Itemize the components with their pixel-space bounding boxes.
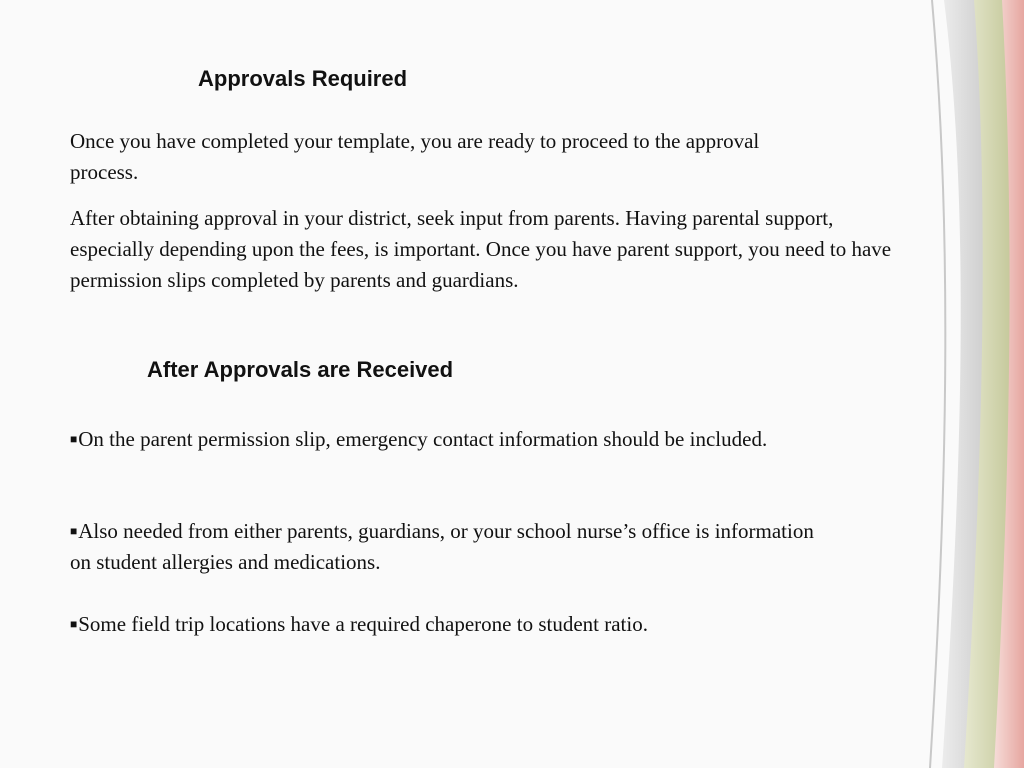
heading-approvals-required: Approvals Required — [198, 66, 408, 91]
square-bullet-icon: ■ — [70, 432, 78, 446]
paragraph-template-complete: Once you have completed your template, you are ready to proceed to the approval process. — [70, 129, 760, 184]
bullet-text: Also needed from either parents, guardians, or your school nurse’s office is information on student allergies and medications. — [70, 519, 814, 574]
bullet-text: On the parent permission slip, emergency contact information should be included. — [78, 427, 768, 451]
square-bullet-icon: ■ — [70, 524, 78, 538]
bullet-item — [70, 516, 840, 578]
square-bullet-icon: ■ — [70, 617, 78, 631]
heading-after-approvals: After Approvals are Received — [147, 357, 454, 382]
bullet-text: Some field trip locations have a required chaperone to student ratio. — [78, 612, 648, 636]
decorative-side-swoosh — [914, 0, 1024, 768]
bullet-item — [70, 424, 840, 455]
bullet-item — [70, 609, 840, 640]
paragraph-district-approval: After obtaining approval in your district, seek input from parents. Having parental support, especially depending upon the fees, is important. Once you have parent support, you need to have permission slips completed by parents and guardians. — [70, 206, 892, 292]
